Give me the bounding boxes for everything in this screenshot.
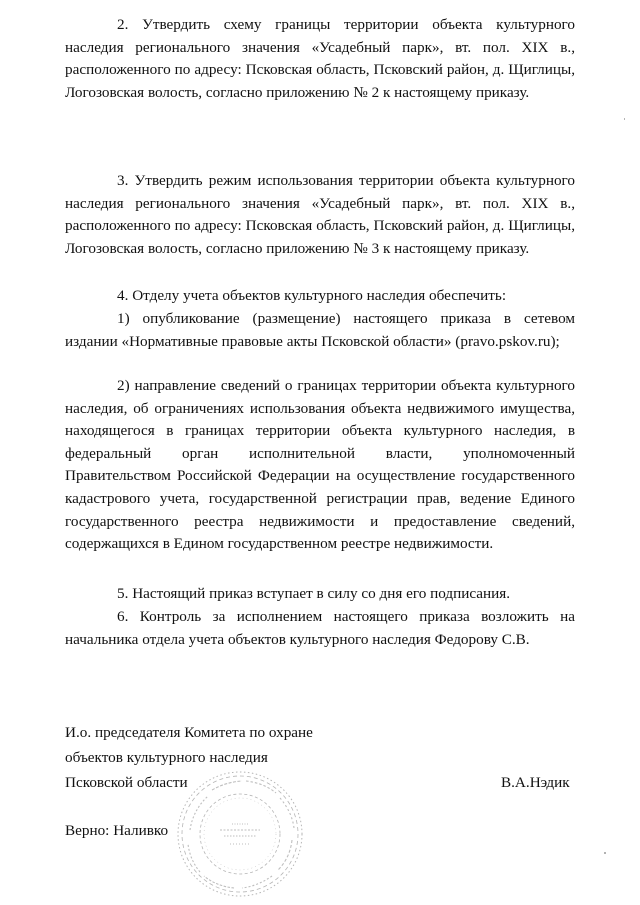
paragraph-3-text: 3. Утвердить режим использования территории объекта культурного наследия регионального значения «Усадебный парк», вт. пол. XIX в., расположенного по адресу: Псковская область, Псковский район, д. Щиглицы, Логозовская волость, согласно приложению № 3 к настоящему приказу.	[65, 172, 575, 257]
paragraph-5-text: 5. Настоящий приказ вступает в силу со дня его подписания.	[117, 585, 511, 602]
paragraph-3	[65, 170, 575, 260]
verification-note: Верно: Наливко	[65, 822, 169, 839]
paragraph-6	[65, 606, 575, 651]
paragraph-4-text: 4. Отделу учета объектов культурного наследия обеспечить:	[117, 287, 507, 304]
scan-speck	[624, 118, 625, 120]
paragraph-4-item-1	[65, 308, 575, 353]
signatory-title-line-1: И.о. председателя Комитета по охране	[65, 724, 313, 741]
round-stamp-icon	[174, 768, 306, 900]
scan-speck	[604, 852, 606, 854]
paragraph-6-text: 6. Контроль за исполнением настоящего приказа возложить на начальника отдела учета объектов культурного наследия Федорову С.В.	[65, 608, 575, 648]
paragraph-5	[65, 583, 575, 606]
paragraph-2-text: 2. Утвердить схему границы территории объекта культурного наследия регионального значения «Усадебный парк», вт. пол. XIX в., расположенного по адресу: Псковская область, Псковский район, д. Щиглицы, Логозовская волость, согласно приложению № 2 к настоящему приказу.	[65, 16, 575, 101]
paragraph-4-item-2-text: 2) направление сведений о границах территории объекта культурного наследия, об ограничениях использования объекта недвижимого имущества, находящегося в границах территории объекта культурного наследия, в федеральный орган исполнительной власти, уполномоченный Правительством Российской Федерации на осуществление государственного кадастрового учета, государственной регистрации прав, ведение Единого государственного реестра недвижимости и предоставление сведений, содержащихся в Едином государственном реестре недвижимости.	[65, 377, 575, 553]
paragraph-2	[65, 14, 575, 104]
paragraph-4-item-2	[65, 375, 575, 556]
signatory-name: В.А.Нэдик	[501, 774, 570, 791]
paragraph-4	[65, 285, 575, 308]
signatory-title-line-2: объектов культурного наследия	[65, 749, 268, 766]
paragraph-4-item-1-text: 1) опубликование (размещение) настоящего приказа в сетевом издании «Нормативные правовые акты Псковской области» (pravo.pskov.ru);	[65, 310, 575, 350]
signatory-title-line-3: Псковской области	[65, 774, 188, 791]
